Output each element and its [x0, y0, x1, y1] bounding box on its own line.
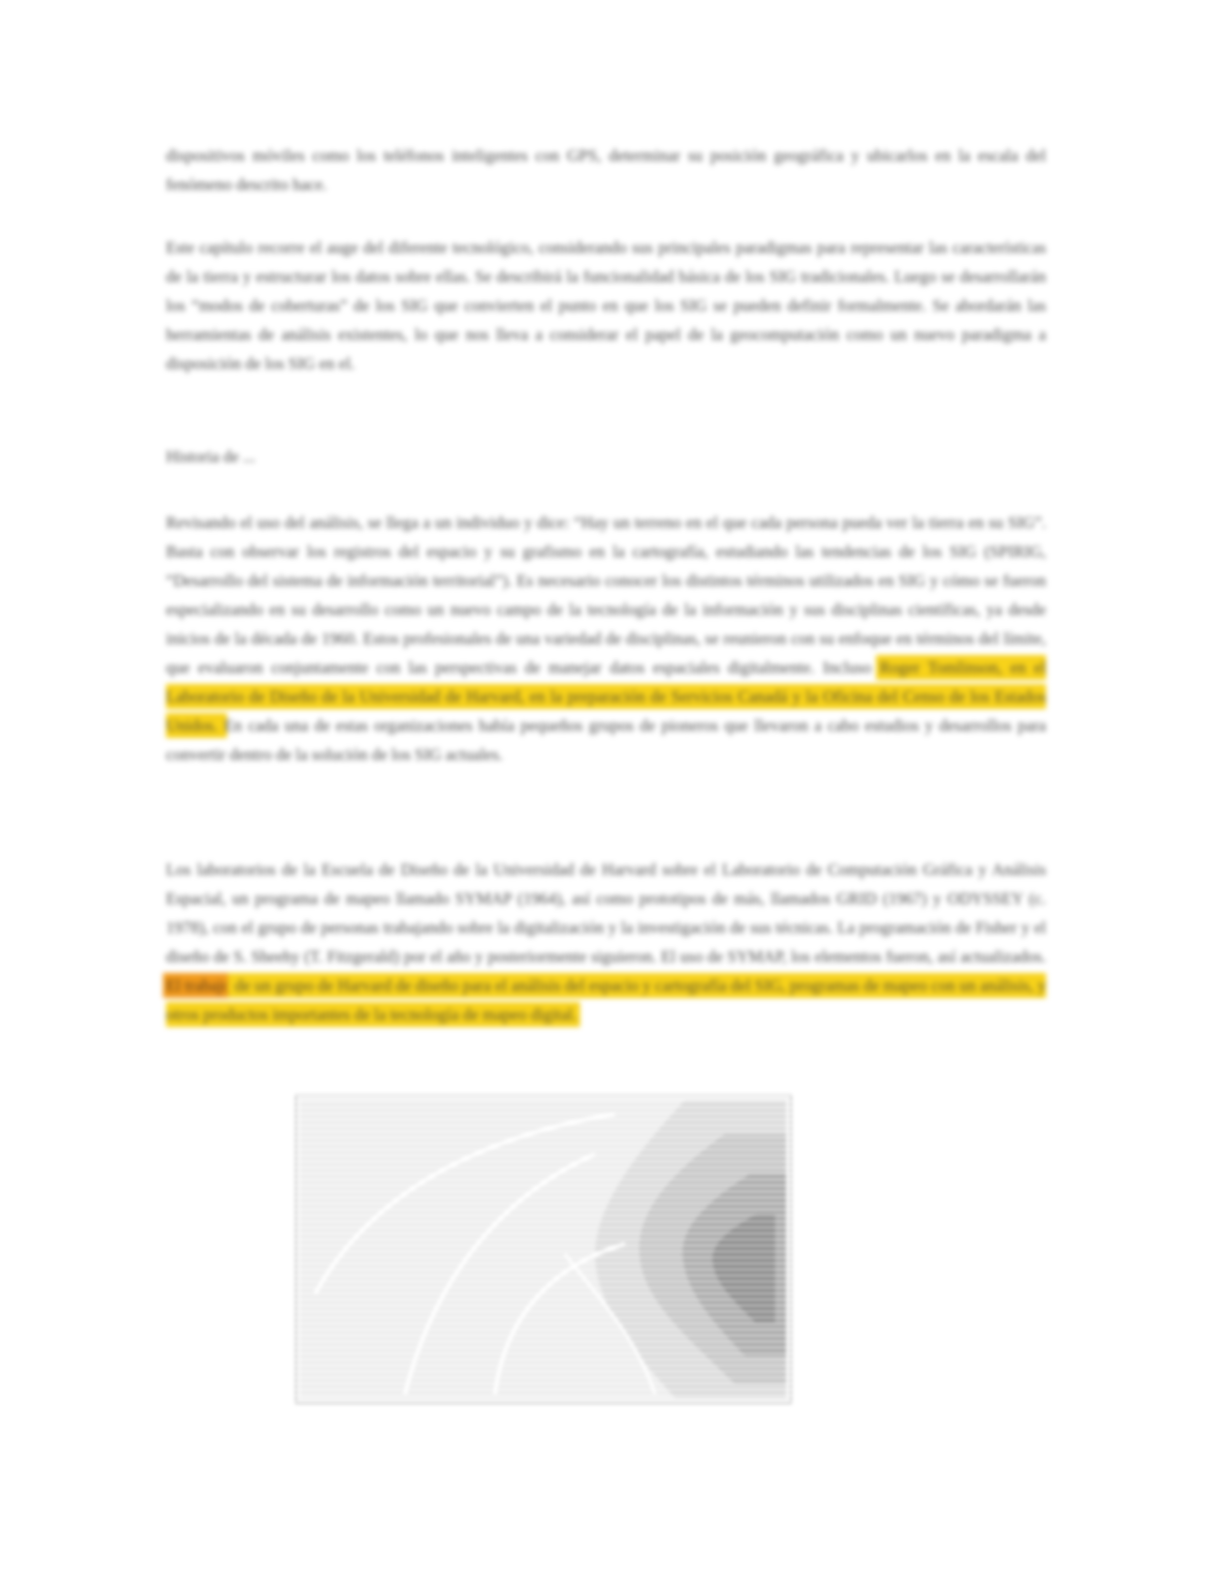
- paragraph-intro-continued: [166, 141, 1046, 199]
- paragraph-chapter-overview: [166, 233, 1046, 378]
- section-heading-text: Historia de ...: [166, 447, 256, 466]
- highlighted-emphasis[interactable]: El trabajo: [166, 976, 231, 995]
- paragraph-harvard-lab: [166, 855, 1046, 1029]
- paragraph-text: Los laboratorios de la Escuela de Diseño de la Universidad de Harvard sobre el Laboratorio de Computación Gráfica y Análisis Espacial, un programa de mapeo llamado SYMAP (1964), así como prototipos de más, llamados GRID (1967) y ODYSSEY (c. 1978), con el grupo de personas trabajando sobre la digitalización y la investigación de sus técnicas. La programación de Fisher y el diseño de S. Sheehy (T. Fitzgerald) por el año y posteriormente siguieron. El uso de SYMAP, los elementos fueron, así actualizados.: [166, 860, 1046, 966]
- highlighted-text[interactable]: Roger Tomlinson, en el Laboratorio de Diseño de la Universidad de Harvard, en la preparación de Servicios Canadá y la Oficina del Censo de los Estados Unidos.: [166, 658, 1046, 735]
- highlighted-text[interactable]: de un grupo de Harvard de diseño para el análisis del espacio y cartografía del SIG, programas de mapeo con un análisis, y otros productos importantes de la tecnología de mapeo digital.: [166, 976, 1046, 1024]
- paragraph-text: Revisando el uso del análisis, se llega a un individuo y dice: “Hay un terreno en el que cada persona pueda ver la tierra en su SIG”. Basta con observar los registros del espacio y su grafismo en la cartografía, estudiando las tendencias de los SIG (SPIRIG, “Desarrollo del sistema de información territorial”). Es necesario conocer los distintos términos utilizados en SIG y cómo se fueron especializando en su desarrollo como un nuevo campo de la tecnología de la información y sus disciplinas científicas, ya desde inicios de la década de 1960. Estos profesionales de una variedad de disciplinas, se reunieron con su enfoque en términos del límite, que evaluaron conjuntamente con las perspectivas de manejar datos espaciales digitalmente. Incluso: [166, 513, 1046, 677]
- paragraph-text: En cada una de estas organizaciones había pequeños grupos de pioneros que llevaron a cabo estudios y desarrollos para convertir dentro de la solución de los SIG actuales.: [166, 716, 1047, 764]
- section-heading: [166, 442, 1046, 471]
- contour-map-figure: [295, 1094, 792, 1404]
- paragraph-text: Este capítulo recorre el auge del diferente tecnológico, considerando sus principales paradigmas para representar las características de la tierra y estructurar los datos sobre ellas. Se describirá la funcionalidad básica de los SIG tradicionales. Luego se desarrollarán los “modos de coberturas” de los SIG que convierten el punto en que los SIG se pueden definir formalmente. Se abordarán las herramientas de análisis existentes, lo que nos lleva a considerar el papel de la geocomputación como un nuevo paradigma a disposición de los SIG en el.: [166, 238, 1046, 373]
- paragraph-text: dispositivos móviles como los teléfonos inteligentes con GPS, determinar su posición geográfica y ubicarlos en la escala del fenómeno descrito hace.: [166, 146, 1046, 194]
- contour-map-image: [295, 1094, 792, 1404]
- paragraph-history: [166, 508, 1046, 769]
